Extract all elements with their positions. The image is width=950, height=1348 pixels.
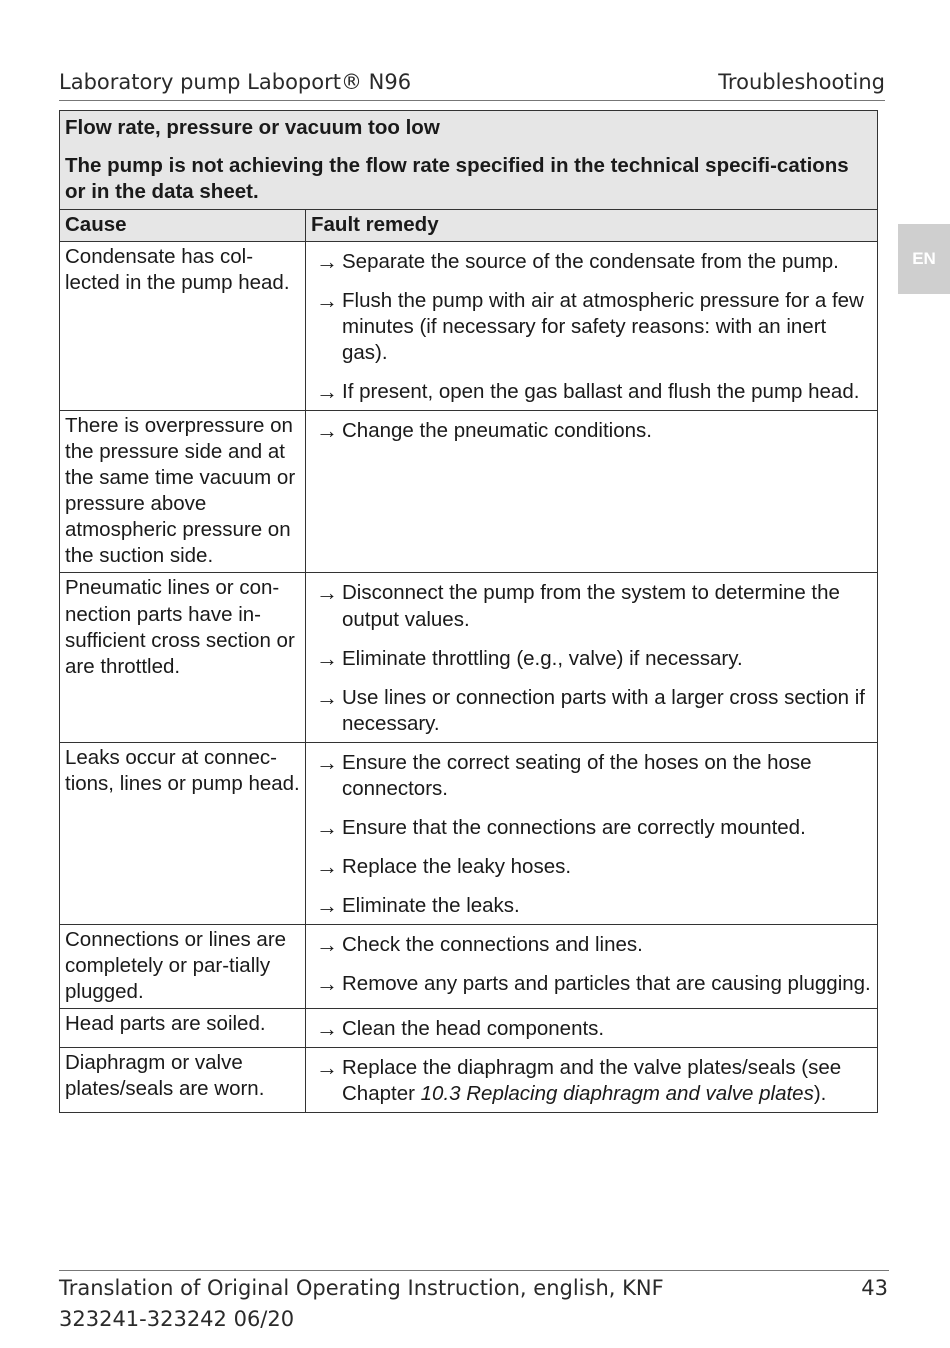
remedy-item bbox=[311, 418, 872, 444]
remedy-cell bbox=[306, 242, 878, 411]
remedy-text: Ensure that the connections are correctly mounted. bbox=[342, 815, 806, 839]
remedy-item bbox=[311, 379, 872, 405]
table-title: Flow rate, pressure or vacuum too low bbox=[65, 116, 440, 139]
right-arrow-icon: → bbox=[316, 684, 338, 710]
remedy-item bbox=[311, 1016, 872, 1042]
remedy-text bbox=[342, 1055, 872, 1107]
right-arrow-icon: → bbox=[316, 892, 338, 918]
remedy-item bbox=[311, 854, 872, 880]
remedy-text: Eliminate throttling (e.g., valve) if necessary. bbox=[342, 646, 743, 670]
column-header-remedy: Fault remedy bbox=[306, 210, 878, 242]
right-arrow-icon: → bbox=[316, 418, 338, 444]
cause-cell: Condensate has col-lected in the pump head. bbox=[60, 242, 306, 411]
remedy-cell bbox=[306, 573, 878, 742]
table-row bbox=[60, 742, 878, 924]
remedy-item bbox=[311, 580, 872, 632]
footer-translation-note: Translation of Original Operating Instruction, english, KNF bbox=[59, 1276, 664, 1300]
remedy-text: Disconnect the pump from the system to determine the output values. bbox=[342, 581, 840, 631]
remedy-text: Check the connections and lines. bbox=[342, 932, 643, 956]
remedy-item bbox=[311, 249, 872, 275]
column-header-cause: Cause bbox=[60, 210, 306, 242]
table-row bbox=[60, 573, 878, 742]
remedy-text: Remove any parts and particles that are causing plugging. bbox=[342, 971, 871, 995]
remedy-text: Replace the leaky hoses. bbox=[342, 854, 572, 878]
right-arrow-icon: → bbox=[316, 749, 338, 775]
running-header-title: Laboratory pump Laboport® N96 bbox=[59, 70, 412, 94]
remedy-item bbox=[311, 1055, 872, 1107]
cause-cell: Diaphragm or valve plates/seals are worn. bbox=[60, 1047, 306, 1112]
remedy-text: Flush the pump with air at atmospheric pressure for a few minutes (if necessary for safety reasons: with an inert gas). bbox=[342, 289, 864, 365]
cause-cell: Head parts are soiled. bbox=[60, 1008, 306, 1047]
table-row bbox=[60, 1047, 878, 1112]
chapter-reference: 10.3 Replacing diaphragm and valve plates bbox=[420, 1081, 814, 1105]
cause-cell: Connections or lines are completely or par-tially plugged. bbox=[60, 924, 306, 1008]
table-header-row bbox=[60, 210, 878, 242]
right-arrow-icon: → bbox=[316, 931, 338, 957]
right-arrow-icon: → bbox=[316, 970, 338, 996]
remedy-cell bbox=[306, 742, 878, 924]
right-arrow-icon: → bbox=[316, 288, 338, 314]
remedy-text: If present, open the gas ballast and flush the pump head. bbox=[342, 380, 860, 404]
remedy-item bbox=[311, 288, 872, 366]
table-row bbox=[60, 924, 878, 1008]
right-arrow-icon: → bbox=[316, 853, 338, 879]
remedy-cell bbox=[306, 1008, 878, 1047]
header-rule bbox=[59, 100, 885, 101]
table-row bbox=[60, 1008, 878, 1047]
remedy-item bbox=[311, 971, 872, 997]
remedy-item bbox=[311, 750, 872, 802]
table-row bbox=[60, 411, 878, 573]
right-arrow-icon: → bbox=[316, 645, 338, 671]
remedy-text: Separate the source of the condensate from the pump. bbox=[342, 250, 839, 274]
footer-rule bbox=[59, 1270, 889, 1271]
right-arrow-icon: → bbox=[316, 814, 338, 840]
table-row bbox=[60, 242, 878, 411]
troubleshooting-table bbox=[59, 110, 878, 1113]
table-title-row bbox=[60, 111, 878, 210]
right-arrow-icon: → bbox=[316, 379, 338, 405]
remedy-item bbox=[311, 893, 872, 919]
remedy-text: Use lines or connection parts with a larger cross section if necessary. bbox=[342, 685, 865, 735]
remedy-cell bbox=[306, 924, 878, 1008]
remedy-text: Ensure the correct seating of the hoses on the hose connectors. bbox=[342, 750, 812, 800]
cause-cell: There is overpressure on the pressure side and at the same time vacuum or pressure above atmospheric pressure on the suction side. bbox=[60, 411, 306, 573]
remedy-item bbox=[311, 815, 872, 841]
right-arrow-icon: → bbox=[316, 249, 338, 275]
table-title-cell bbox=[60, 111, 878, 210]
remedy-text: Change the pneumatic conditions. bbox=[342, 419, 652, 443]
remedy-item bbox=[311, 932, 872, 958]
remedy-text-end: ). bbox=[813, 1081, 827, 1105]
footer-document-number: 323241-323242 06/20 bbox=[59, 1307, 295, 1331]
cause-cell: Leaks occur at connec-tions, lines or pump head. bbox=[60, 742, 306, 924]
language-tab: EN bbox=[898, 224, 950, 294]
cause-cell: Pneumatic lines or con-nection parts have in-sufficient cross section or are throttled. bbox=[60, 573, 306, 742]
right-arrow-icon: → bbox=[316, 580, 338, 606]
right-arrow-icon: → bbox=[316, 1054, 338, 1080]
remedy-cell bbox=[306, 411, 878, 573]
running-header-section: Troubleshooting bbox=[718, 70, 885, 94]
table-subtitle: The pump is not achieving the flow rate specified in the technical specifi-cations or in the data sheet. bbox=[65, 154, 849, 204]
right-arrow-icon: → bbox=[316, 1015, 338, 1041]
page-number: 43 bbox=[861, 1276, 888, 1300]
remedy-text: Clean the head components. bbox=[342, 1016, 605, 1040]
remedy-item bbox=[311, 646, 872, 672]
remedy-item bbox=[311, 685, 872, 737]
remedy-cell bbox=[306, 1047, 878, 1112]
remedy-text-start: Replace the diaphragm and the valve plates/seals (see Chapter bbox=[342, 1055, 842, 1105]
remedy-text: Eliminate the leaks. bbox=[342, 893, 520, 917]
